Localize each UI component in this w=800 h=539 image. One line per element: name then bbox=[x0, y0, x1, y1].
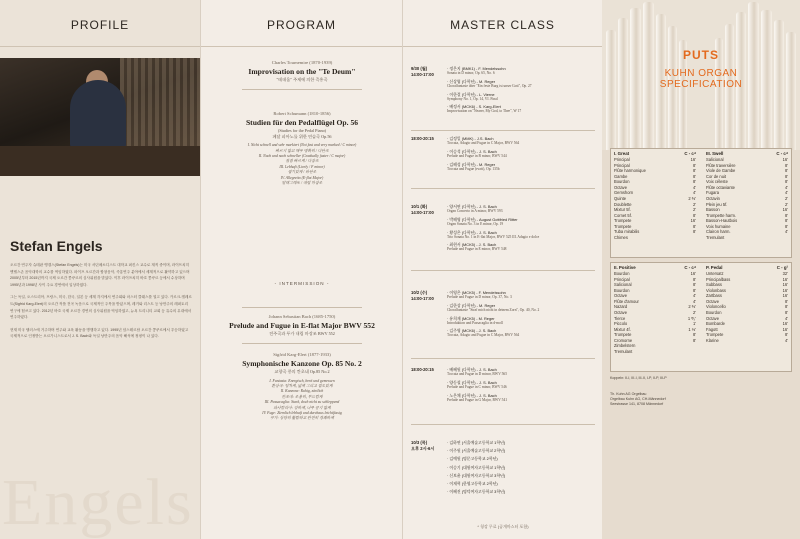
stop-pitch: 16' bbox=[690, 218, 696, 224]
stop-pitch: 4' bbox=[692, 190, 696, 196]
performer: · 배혜원 (다학년) - J. S. Bach bbox=[447, 367, 497, 372]
list-item bbox=[447, 79, 595, 89]
spec-title-line: KUHN ORGAN bbox=[664, 68, 738, 79]
movement: 생기있게 / 바단조 bbox=[287, 170, 317, 175]
stop-pitch: 16' bbox=[782, 287, 788, 293]
work: Prelude and Fugue in G Major, BWV 541 bbox=[447, 397, 508, 402]
organ-console bbox=[0, 146, 200, 176]
divider bbox=[411, 270, 595, 271]
list-item bbox=[447, 316, 595, 326]
work: Prelude and Fugue in C minor, BWV 546 bbox=[447, 384, 507, 389]
stop-pitch: 8' bbox=[784, 179, 788, 185]
performer: · 신상엽 (다학년) - M. Reger bbox=[447, 78, 496, 84]
stop-row bbox=[706, 235, 788, 241]
division-great bbox=[614, 151, 696, 240]
stop-pitch: 16' bbox=[782, 276, 788, 282]
stop-name: Salicional bbox=[706, 157, 724, 163]
stop-name: Octave bbox=[614, 310, 627, 316]
stop-name: Principal bbox=[614, 162, 630, 168]
stop-name: Trompete bbox=[614, 218, 632, 224]
stop-pitch: 2 ⅔' bbox=[688, 304, 696, 310]
stop-name: Tremulant bbox=[614, 348, 633, 354]
session-time: 14:00-17:00 bbox=[411, 210, 434, 215]
stop-name: Trompete bbox=[614, 223, 632, 229]
divider bbox=[411, 130, 595, 131]
list-item bbox=[447, 393, 595, 403]
stop-pitch: 8' bbox=[784, 332, 788, 338]
stop-name: Octave bbox=[706, 315, 719, 321]
performer: · 노은채 (다학년) - J. S. Bach bbox=[447, 392, 497, 398]
division-name: II. Positive bbox=[614, 265, 636, 270]
stop-pitch: 1' bbox=[692, 321, 696, 327]
session-items bbox=[447, 136, 595, 174]
spec-title bbox=[602, 68, 800, 90]
performer: · 최현서 (MCK5) - J. S. Bach bbox=[447, 242, 497, 248]
stop-name: Flûte harmonique bbox=[614, 168, 646, 174]
divider bbox=[411, 424, 595, 425]
work: Toccata, Adagio and Fugue in C Major, BWV 564 bbox=[447, 333, 520, 338]
piece-title: Improvisation on the "Te Deum" bbox=[248, 67, 356, 76]
name-watermark: Engels bbox=[2, 466, 194, 539]
piece-subtitle: (Studies for the Pedal Piano) bbox=[277, 128, 327, 133]
session-day: 10/3 (목) bbox=[411, 440, 428, 445]
session-time: 14:00-17:00 bbox=[411, 72, 434, 77]
stop-pitch: 8' bbox=[784, 162, 788, 168]
session-date bbox=[411, 367, 445, 373]
list-item bbox=[447, 204, 595, 214]
session-items bbox=[447, 204, 595, 255]
stop-pitch: 8' bbox=[784, 298, 788, 304]
movement: 칸초네: 조용히, 부드럽게 bbox=[281, 394, 323, 399]
stop-pitch: 16' bbox=[690, 157, 696, 163]
stop-name: Cornet 5f. bbox=[614, 212, 632, 218]
stop-name: Octavin bbox=[706, 196, 720, 202]
list-item bbox=[447, 465, 595, 470]
list-item bbox=[447, 303, 595, 313]
stop-pitch: 8' bbox=[692, 282, 696, 288]
work: Toccata and Fugue (rwrtt), Op. 135b bbox=[447, 166, 500, 171]
performer-bio bbox=[10, 262, 192, 346]
division-name: P. Pedal bbox=[706, 265, 723, 270]
stop-name: Tierce bbox=[614, 315, 626, 321]
piece-composer: Robert Schumann (1810-1856) bbox=[273, 111, 331, 116]
stop-pitch: 8' bbox=[692, 173, 696, 179]
stop-pitch: 8' bbox=[692, 223, 696, 229]
division-positive bbox=[614, 265, 696, 354]
performer-photo bbox=[0, 58, 200, 176]
stop-name: Bourdon bbox=[614, 287, 630, 293]
session-day: 18:00-20:15 bbox=[411, 367, 434, 372]
list-item bbox=[447, 242, 595, 252]
stop-pitch: 8' bbox=[692, 179, 696, 185]
stop-name: Quinte bbox=[614, 196, 627, 202]
stop-name: Trompette harm. bbox=[706, 212, 737, 218]
list-item bbox=[447, 481, 595, 486]
stop-pitch: 2' bbox=[784, 201, 788, 207]
divider bbox=[242, 343, 362, 344]
list-item bbox=[447, 380, 595, 390]
stop-name: Voix humaine bbox=[706, 223, 731, 229]
performer: · 이주원 (서울예술고등학교 2학년) bbox=[447, 448, 506, 454]
spec-title-line: SPECIFICATION bbox=[659, 79, 743, 90]
stop-pitch: 4' bbox=[784, 190, 788, 196]
division-range: C - c⁴ bbox=[684, 151, 696, 156]
work: Prelude and Fugue in E minor, BWV 548 bbox=[447, 247, 507, 252]
work: Improvisation on "Nearer, My God, to Thee", W 17 bbox=[447, 109, 522, 114]
division-name: III. Swell bbox=[706, 151, 724, 156]
stop-name: Flûte d'amour bbox=[614, 298, 639, 304]
stop-name: Principal bbox=[614, 276, 630, 282]
movement: 점점 빠르게 / 다장조 bbox=[285, 159, 319, 164]
movement: III. Passacaglia: Stark, doch nicht zu schleppend bbox=[264, 400, 340, 405]
stop-name: Untersatz bbox=[706, 271, 724, 277]
list-item bbox=[447, 489, 595, 494]
work: Introduktion und Passacaglia in d-moll bbox=[447, 320, 503, 325]
stop-name: Violoncello bbox=[706, 304, 726, 310]
stop-name: Bourdon bbox=[614, 179, 630, 185]
stop-pitch: 4' bbox=[784, 315, 788, 321]
performer: · 이재혁 (한영고등학교 2학년) bbox=[447, 480, 498, 486]
stop-pitch: 8' bbox=[692, 332, 696, 338]
list-item bbox=[447, 217, 595, 227]
stop-name: Octave bbox=[614, 293, 627, 299]
performer: · 황성은 (다학년) - J. S. Bach bbox=[447, 229, 497, 235]
stop-pitch: 8' bbox=[784, 168, 788, 174]
stop-name: Principal bbox=[614, 157, 630, 163]
divider bbox=[411, 188, 595, 189]
stop-pitch: 8' bbox=[784, 310, 788, 316]
session-items bbox=[447, 367, 595, 405]
movement: IV. Allegretto (E-flat Major) bbox=[280, 175, 324, 180]
stop-pitch: 2' bbox=[692, 207, 696, 213]
stop-pitch: 8' bbox=[784, 304, 788, 310]
session-date bbox=[411, 136, 445, 142]
divider bbox=[411, 358, 595, 359]
program-piece bbox=[201, 301, 402, 350]
performer: · 김해성 (다학년) - M. Reger bbox=[447, 161, 496, 167]
stop-name: Tuba mirabilis bbox=[614, 229, 640, 235]
list-item bbox=[447, 230, 595, 240]
divider bbox=[242, 89, 362, 90]
performer-name: Stefan Engels bbox=[10, 238, 103, 254]
list-item bbox=[447, 162, 595, 172]
piece-title: Prelude and Fugue in E-flat Major BWV 552 bbox=[229, 321, 375, 330]
movement-list bbox=[201, 379, 402, 422]
stop-name: Tremulant bbox=[706, 234, 725, 240]
performer: · 배정서 (MCK6) - S. Karg-Elert bbox=[447, 104, 501, 110]
stop-name: Voix céleste bbox=[706, 179, 728, 185]
division-range: C - c⁴ bbox=[776, 151, 788, 156]
performer: · 신보윤 (대원여자고등학교 3학년) bbox=[447, 472, 506, 478]
list-item bbox=[447, 448, 595, 453]
movement: 환상곡: 힘차게, 넓게 그리고 절도있게 bbox=[271, 384, 333, 388]
builder-credit bbox=[610, 392, 666, 408]
stop-name: Basson bbox=[706, 207, 720, 213]
stop-pitch: 8' bbox=[784, 218, 788, 224]
stop-name: Nazard bbox=[614, 304, 628, 310]
work: Toccata and Fugue in D minor, BWV 565 bbox=[447, 372, 508, 376]
stop-pitch: 4' bbox=[784, 184, 788, 190]
work: Prelude and Fugue in D minor, Op. 37, No. 3 bbox=[447, 295, 512, 299]
performer: · 김하연 (서울예술고등학교 1학년) bbox=[447, 440, 506, 445]
stop-pitch: 16' bbox=[782, 326, 788, 332]
list-item bbox=[447, 149, 595, 159]
builder-line: Orgelbau Kuhn AG, CH-Männedorf bbox=[610, 397, 666, 402]
profile-header: PROFILE bbox=[0, 0, 200, 47]
list-item bbox=[447, 367, 595, 377]
stop-name: Cromorne bbox=[614, 337, 633, 343]
stop-pitch: 8' bbox=[692, 337, 696, 343]
program-panel bbox=[200, 0, 402, 539]
movement: I. Nicht schnell und sehr markiert (Not fast and very marked / C minor) bbox=[247, 143, 357, 148]
performer-figure bbox=[70, 80, 126, 150]
session-date bbox=[411, 290, 445, 302]
piece-subtitle: 전주곡과 푸가 내림 마장조 BWV 552 bbox=[269, 331, 335, 336]
work: Prelude and Fugue in B minor, BWV 544 bbox=[447, 153, 507, 158]
movement: 파사칼리아: 강하게, 너무 끌지 않게 bbox=[273, 405, 331, 410]
stop-name: Flûte octaviante bbox=[706, 184, 735, 190]
stop-name: Mixtur 5f. bbox=[614, 207, 631, 213]
movement: 푸가: 상당히 활발하고 완전히 경쾌하게 bbox=[270, 416, 334, 421]
movement-list bbox=[201, 143, 402, 186]
stop-name: Plein jeu 5f. bbox=[706, 201, 728, 207]
work: Sonata in D minor, Op. 65, No. 6 bbox=[447, 71, 495, 75]
bio-paragraph: 오르간 연주자 슈테판 엥겔스(Stefan Engels)는 미국 서던메소디스트 대학교 퍼킨스 교수로 재직 중이며, 라이프치히 멘델스존 음악대학의 교수를 역임하였다. 파이프 오르간과 합창음악, 즉흥연주 분야에서 세계적으로 활약하고 있으며 2005년부터 2015년까지 국제 오르간 콩쿠르의 심사위원을 맡았다. 이후 라이프치히 바흐 콩쿠르 등에서 수상하며 1995년과 1998년 사이 주요 경연에서 입상하였다. bbox=[10, 263, 190, 287]
footnote: * 청강 무료 (공개마스터 포함) bbox=[477, 524, 529, 529]
stop-pitch: 2' bbox=[692, 201, 696, 207]
performer: · 박해영 (다학년) - August Gottfried Ritter bbox=[447, 216, 518, 222]
movement: II. Nach und nach schneller (Gradually faster / C major) bbox=[258, 154, 346, 158]
piece-composer: Johann Sebastian Bach (1685-1750) bbox=[268, 314, 336, 319]
performer: · 이한결 (다학년) - L. Vierne bbox=[447, 91, 495, 97]
performer: · 김예원 (명문고등학교 2학년) bbox=[447, 456, 498, 462]
session-time: 오후 2시-6시 bbox=[411, 446, 435, 451]
stop-name: Subbass bbox=[706, 282, 722, 288]
performer: · 정은지 (BMK1) - F. Mendelssohn bbox=[447, 66, 506, 71]
stop-pitch: 4' bbox=[784, 337, 788, 343]
stop-name: Bombarde bbox=[706, 321, 725, 327]
puts-logo: PUTS bbox=[682, 48, 719, 62]
program-piece bbox=[201, 60, 402, 96]
stop-row bbox=[614, 349, 696, 355]
session-items bbox=[447, 66, 595, 117]
stop-pitch: 4' bbox=[692, 293, 696, 299]
session-date bbox=[411, 204, 445, 216]
stop-name: Salicional bbox=[614, 282, 632, 288]
stop-pitch: 2 ⅔' bbox=[688, 196, 696, 202]
couplers-line: Koppeln: II-I, III-I, III-II, I-P, II-P, III-P bbox=[610, 376, 667, 380]
session-day: 9/30 (월) bbox=[411, 66, 428, 71]
stop-pitch: 16' bbox=[782, 157, 788, 163]
bio-paragraph: 그는 독일, 오스트리아, 프랑스, 미국, 한국, 일본 등 세계 각지에서 연주회와 마스터 클래스를 열고 있다. 카르크-엘레르트(Sigfrid Karg-Elert)의 오르간 작품 전곡 녹음으로 국제적인 주목을 받았으며, 레거와 리스트 등 낭만주의 레퍼토리 연구에 힘쓰고 있다. 2012년 바흐 국제 오르간 경연의 심사위원을 역임하였고, 뉴욕 트리니티 교회 등 유수의 무대에서 연주하였다. bbox=[10, 295, 192, 320]
stop-name: Zimbelstern bbox=[614, 343, 636, 349]
stop-pitch: 8' bbox=[784, 173, 788, 179]
program-header: PROGRAM bbox=[201, 0, 402, 47]
stop-name: Gemshorn bbox=[614, 190, 634, 196]
work: Trio Sonata No. 1 in E-flat Major, BWV 525 III. Adagio e dolce bbox=[447, 234, 540, 239]
stop-name: Bourdon bbox=[614, 271, 630, 277]
builder-line: Th. Kuhn AG Orgelbau bbox=[610, 392, 647, 396]
work: Choralfantasie "Straf mich nicht in deinem Zorn", Op. 40, No. 2 bbox=[447, 307, 540, 312]
division-swell bbox=[706, 151, 788, 240]
session-day: 18:00-20:15 bbox=[411, 136, 434, 141]
performer: · 유희재 (MCK5) - M. Reger bbox=[447, 315, 495, 321]
stop-pitch: 8' bbox=[692, 168, 696, 174]
stop-pitch: 16' bbox=[690, 271, 696, 277]
list-item bbox=[447, 456, 595, 461]
piece-subtitle: "테데움" 주제에 의한 즉흥곡 bbox=[276, 77, 328, 82]
performer: · 이혜진 (명덕여자고등학교 3학년) bbox=[447, 489, 506, 495]
stop-name: Zartbass bbox=[706, 293, 722, 299]
stop-name: Flûte traversière bbox=[706, 162, 736, 168]
stop-pitch: 4' bbox=[784, 229, 788, 235]
stop-row bbox=[614, 235, 696, 241]
session-date bbox=[411, 440, 445, 452]
stop-pitch: 8' bbox=[692, 229, 696, 235]
stop-pitch: 32' bbox=[782, 271, 788, 277]
list-item bbox=[447, 104, 595, 114]
work: Organ Sonata No. 3 in E minor, Op. 19 bbox=[447, 221, 504, 226]
stop-pitch: 8' bbox=[784, 223, 788, 229]
divider bbox=[242, 307, 362, 308]
masterclass-header: MASTER CLASS bbox=[403, 0, 602, 47]
session-time: 14:00-17:00 bbox=[411, 296, 434, 301]
stop-name: Gambe bbox=[614, 173, 628, 179]
stop-name: Chimes bbox=[614, 234, 628, 240]
stop-name: Piccolo bbox=[614, 321, 628, 327]
stop-name: Fugara bbox=[706, 190, 719, 196]
intermission-label: - INTERMISSION - bbox=[274, 281, 330, 286]
movement: III. Lebhaft (Lively / F minor) bbox=[279, 164, 325, 169]
stop-name: Trompete bbox=[614, 332, 632, 338]
division-range: C - g¹ bbox=[776, 265, 788, 270]
stop-pitch: 4' bbox=[692, 298, 696, 304]
program-piece bbox=[201, 352, 402, 422]
organ-spec-panel bbox=[602, 0, 800, 539]
performer: · 김주영 (MCK6) - J. S. Bach bbox=[447, 328, 497, 334]
work: Organ Concerto in A minor, BWV 593 bbox=[447, 209, 503, 213]
list-item bbox=[447, 473, 595, 478]
stop-name: Mixtur 4f. bbox=[614, 326, 631, 332]
bio-paragraph: 현재 미국 댈러스에 거주하며 연주와 교육 활동을 병행하고 있다. 1995년 암스테르담 오르간 콩쿠르에서 우승하였고 국제적으로 인정받는 오르가니스트로서 J. S. Bach와 독일 낭만주의 음악 해석에 정평이 나 있다. bbox=[10, 327, 189, 339]
stop-name: Basson-Hautbois bbox=[706, 218, 738, 224]
division-range: C - c⁴ bbox=[684, 265, 696, 270]
kuhn-logo bbox=[602, 48, 800, 90]
movement: IV. Fuge: Ziemlich lebhaft und durchaus leichtfüssig bbox=[262, 411, 342, 416]
stop-name: Clairon harm. bbox=[706, 229, 731, 235]
stop-pitch: 8' bbox=[692, 276, 696, 282]
stop-name: Klarine bbox=[706, 337, 719, 343]
performer: · 이승기 (대원여자고등학교 1학년) bbox=[447, 464, 506, 470]
stop-pitch: 8' bbox=[692, 162, 696, 168]
stop-pitch: 8' bbox=[784, 212, 788, 218]
list-item bbox=[447, 92, 595, 102]
piece-composer: Sigfrid Karg-Elert (1877-1933) bbox=[273, 352, 331, 357]
piece-subtitle: 교향곡 풍의 칸초네 Op.85 No.2 bbox=[274, 369, 330, 374]
performer: · 이승석 (다학년) - J. S. Bach bbox=[447, 148, 497, 154]
piece-title: Symphonische Kanzone Op. 85 No. 2 bbox=[242, 359, 362, 368]
session-day: 10/1 (화) bbox=[411, 204, 428, 209]
stop-name: Cor de nuit bbox=[706, 173, 727, 179]
stop-name: Bourdon bbox=[706, 310, 722, 316]
movement: I. Fantasia: Energisch, breit und gemessen bbox=[269, 378, 335, 383]
stop-pitch: 16' bbox=[782, 282, 788, 288]
stop-pitch: 8' bbox=[692, 212, 696, 218]
stop-pitch: 1 ⅗' bbox=[687, 315, 696, 321]
stop-name: Viole de Gambe bbox=[706, 168, 736, 174]
stop-pitch: 2' bbox=[784, 196, 788, 202]
piece-subtitle: 페달 피아노를 위한 연습곡 Op.56 bbox=[272, 133, 332, 139]
list-item bbox=[447, 440, 595, 445]
builder-line: Seestrasse 141, 8708 Männedorf bbox=[610, 402, 664, 407]
work: Choralfantasie über "Ein feste Burg ist unser Gott", Op. 27 bbox=[447, 83, 532, 88]
stop-name: Octave bbox=[706, 298, 719, 304]
piece-title: Studien für den Pedalflügel Op. 56 bbox=[245, 118, 359, 127]
session-items bbox=[447, 290, 595, 341]
stop-name: Trompete bbox=[706, 332, 724, 338]
performer: · 양동철 (다학년) - J. S. Bach bbox=[447, 379, 497, 385]
performer: · 양서연 (다학년) - J. S. Bach bbox=[447, 204, 497, 209]
stop-pitch: 8' bbox=[692, 287, 696, 293]
work: Toccata, Adagio and Fugue in C Major, BWV 564 bbox=[447, 141, 520, 145]
list-item bbox=[447, 66, 595, 76]
stop-name: Fagott bbox=[706, 326, 718, 332]
stop-pitch: 4' bbox=[692, 184, 696, 190]
stop-pitch: 1 ⅓' bbox=[688, 326, 696, 332]
list-item bbox=[447, 328, 595, 338]
piece-composer: Charles Tournemire (1870-1939) bbox=[271, 60, 333, 65]
list-item bbox=[447, 290, 595, 300]
performer: · 김정일 (MMK) - J.S. Bach bbox=[447, 136, 494, 141]
movement: 빠르지 않고 매우 명확히 / 다단조 bbox=[275, 148, 329, 153]
stop-pitch: 16' bbox=[782, 321, 788, 327]
movement: 알레그레토 / 내림 마장조 bbox=[281, 181, 323, 186]
list-item bbox=[447, 136, 595, 146]
stop-row bbox=[706, 338, 788, 344]
stop-pitch: 16' bbox=[782, 293, 788, 299]
profile-panel bbox=[0, 0, 200, 539]
session-items bbox=[447, 440, 595, 497]
stop-name: Principalbass bbox=[706, 276, 731, 282]
program-piece bbox=[201, 111, 402, 186]
stop-name: Octave bbox=[614, 184, 627, 190]
stop-pitch: 2' bbox=[692, 310, 696, 316]
movement: II. Kanzone: Ruhig, zärtlich bbox=[280, 389, 324, 394]
division-pedal bbox=[706, 265, 788, 343]
stop-name: Violonbass bbox=[706, 287, 726, 293]
performer: · 김한상 (다학년) - M. Reger bbox=[447, 302, 496, 308]
work: Symphony No. 1, Op. 14, VI. Final bbox=[447, 96, 498, 101]
stop-name: Doublette bbox=[614, 201, 632, 207]
masterclass-panel bbox=[402, 0, 602, 539]
session-day: 10/2 (수) bbox=[411, 290, 428, 295]
stop-pitch: 16' bbox=[782, 207, 788, 213]
division-name: I. Great bbox=[614, 151, 630, 156]
performer: · 이영은 (MCK5) - F. Mendelssohn bbox=[447, 290, 506, 295]
session-date bbox=[411, 66, 445, 78]
